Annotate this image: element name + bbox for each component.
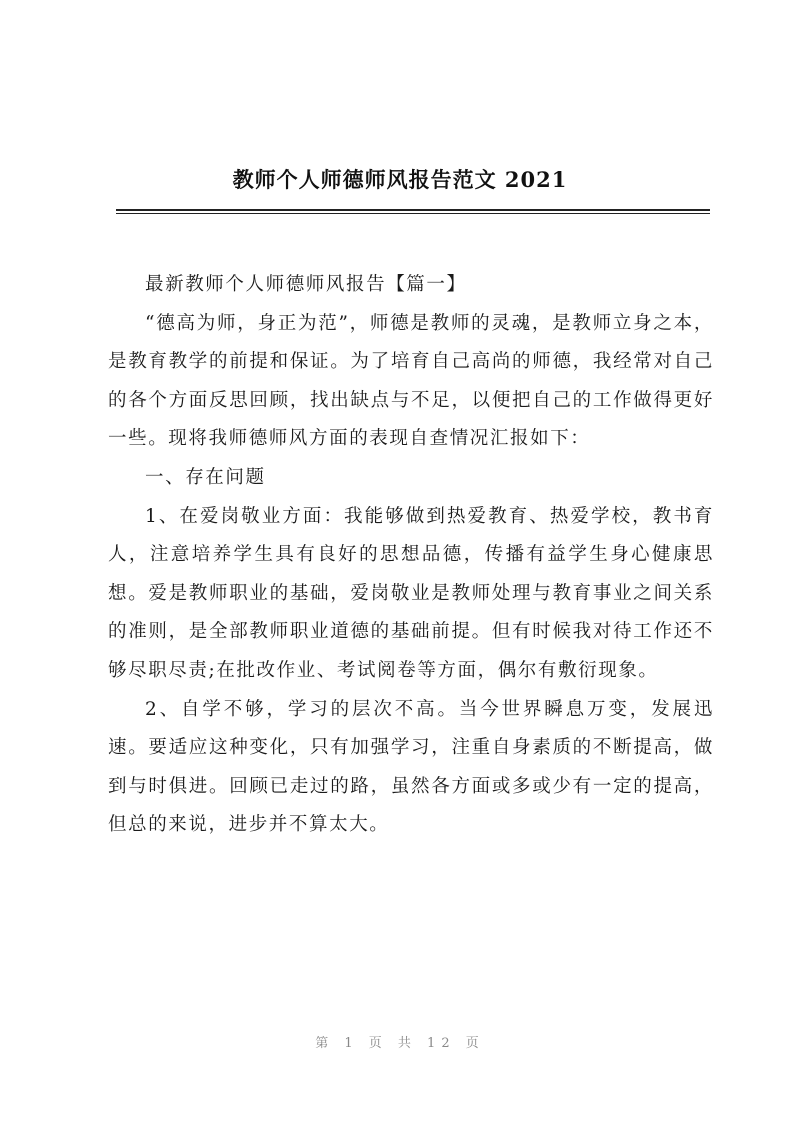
document-body [108,266,714,845]
subheading-problems: 一、存在问题 [145,466,266,488]
document-title: 教师个人师德师风报告范文 2021 [232,167,568,192]
paragraph-intro: “德高为师，身正为范”，师德是教师的灵魂，是教师立身之本，是教育教学的前提和保证。为了培育自己高尚的师德，我经常对自己的各个方面反思回顾，找出缺点与不足，以便把自己的工作做得更好一些。现将我师德师风方面的表现自查情况汇报如下： [108,312,714,450]
page-number-footer: 第 1 页 共 12 页 [315,1036,485,1051]
paragraph-item-2: 2、自学不够，学习的层次不高。当今世界瞬息万变，发展迅速。要适应这种变化，只有加强学习，注重自身素质的不断提高，做到与时俱进。回顾已走过的路，虽然各方面或多或少有一定的提高，但总的来说，进步并不算太大。 [108,698,714,836]
section-heading: 最新教师个人师德师风报告【篇一】 [145,274,467,295]
title-rule-thin [116,213,710,214]
paragraph-item-1: 1、在爱岗敬业方面：我能够做到热爱教育、热爱学校，教书育人，注意培养学生具有良好的思想品德，传播有益学生身心健康思想。爱是教师职业的基础，爱岗敬业是教师处理与教育事业之间关系的准则，是全部教师职业道德的基础前提。但有时候我对待工作还不够尽职尽责;在批改作业、考试阅卷等方面，偶尔有敷衍现象。 [108,505,714,681]
title-rule-thick [116,209,710,211]
